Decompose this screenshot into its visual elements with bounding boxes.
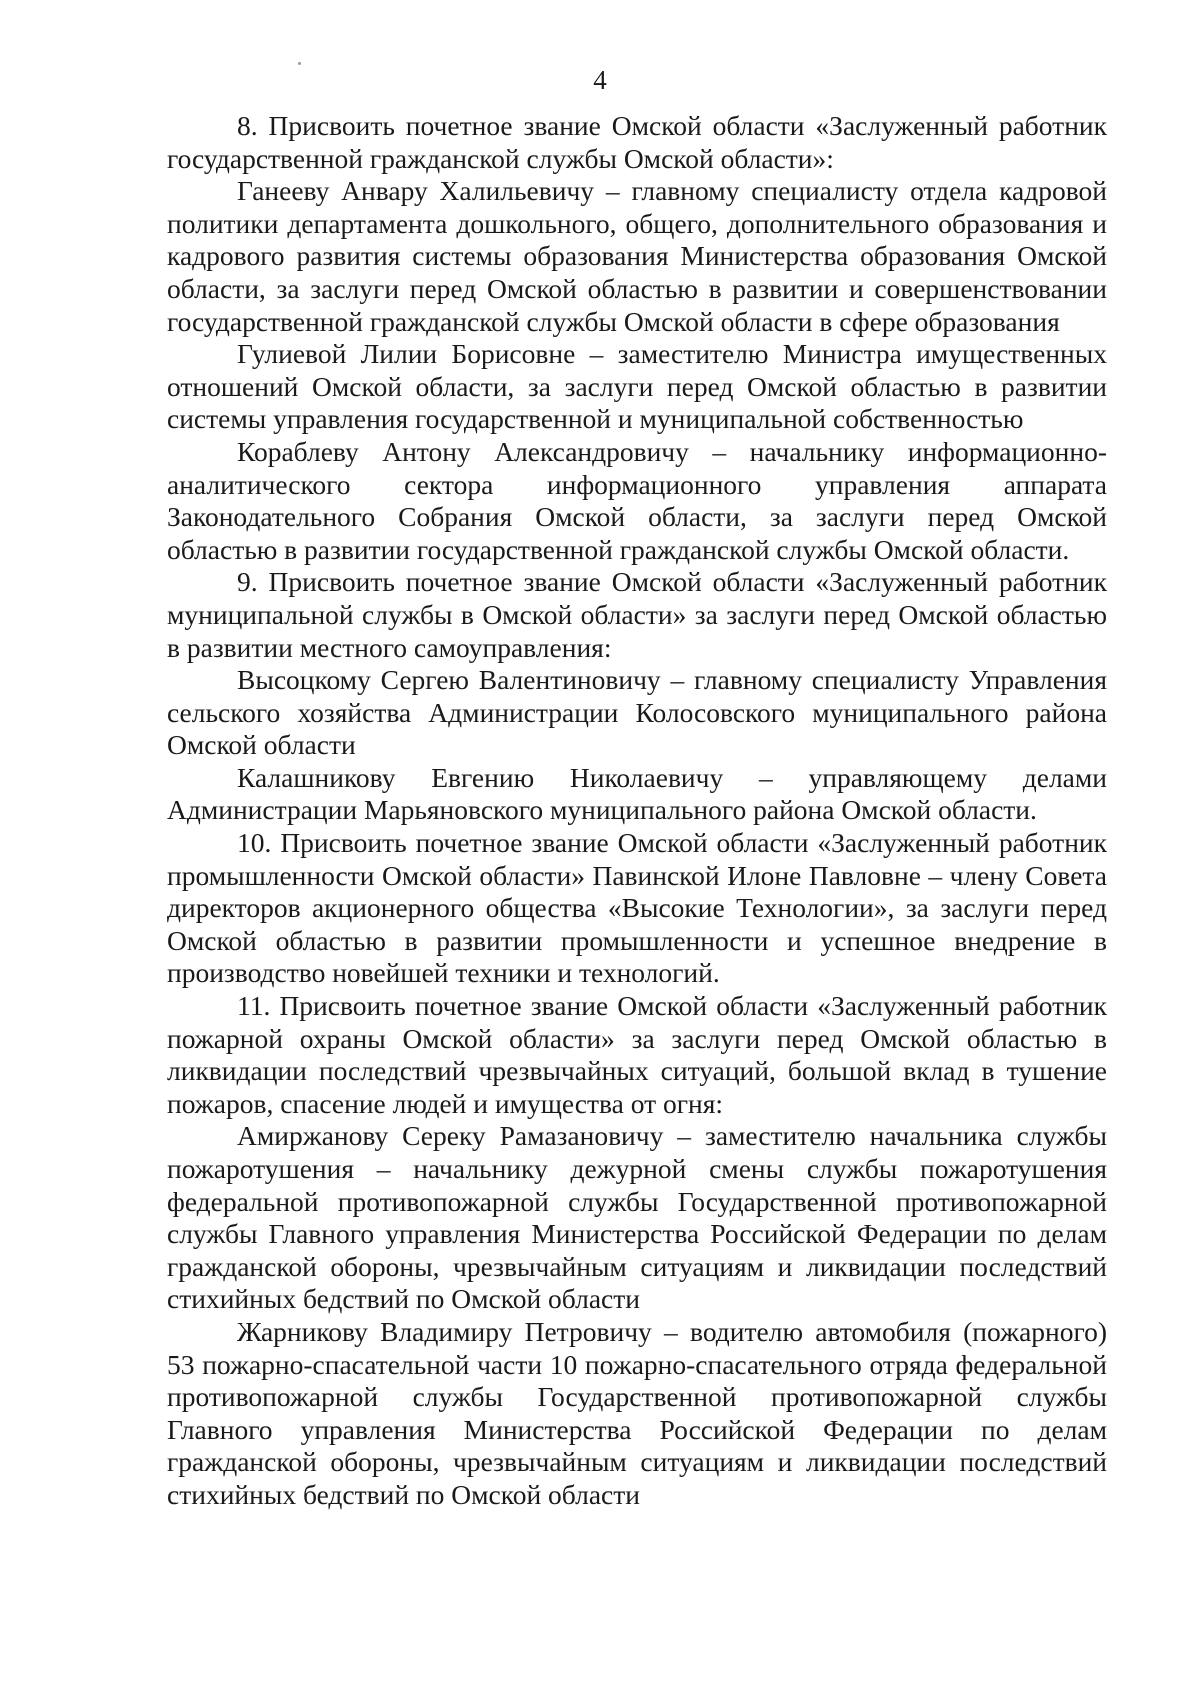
document-body: [167, 110, 1107, 1512]
paragraph-awardee-ganeev: Ганееву Анвару Халильевичу – главному специалисту отдела кадровой политики департамента дошкольного, общего, дополнительного образования и кадрового развития системы образования Министерства образования Омской области, за заслуги перед Омской областью в развитии и совершенствовании государственной гражданской службы Омской области в сфере образования: [167, 175, 1107, 337]
paragraph-awardee-zharnikov: Жарникову Владимиру Петровичу – водителю автомобиля (пожарного) 53 пожарно-спасательной части 10 пожарно-спасательного отряда федеральной противопожарной службы Государственной противопожарной службы Главного управления Министерства Российской Федерации по делам гражданской обороны, чрезвычайным ситуациям и ликвидации последствий стихийных бедствий по Омской области: [167, 1315, 1107, 1510]
paragraph-item-8: 8. Присвоить почетное звание Омской области «Заслуженный работник государственной гражданской службы Омской области»:: [167, 110, 1107, 174]
paragraph-item-11: 11. Присвоить почетное звание Омской области «Заслуженный работник пожарной охраны Омской области» за заслуги перед Омской областью в ликвидации последствий чрезвычайных ситуаций, большой вклад в тушение пожаров, спасение людей и имущества от огня:: [167, 990, 1107, 1119]
page-number: 4: [593, 65, 607, 95]
paragraph-awardee-kalashnikov: Калашникову Евгению Николаевичу – управляющему делами Администрации Марьяновского муниципального района Омской области.: [167, 761, 1107, 826]
paragraph-awardee-korablev: Кораблеву Антону Александровичу – начальнику информационно-аналитического сектора информационного управления аппарата Законодательного Собрания Омской области, за заслуги перед Омской областью в развитии государственной гражданской службы Омской области.: [167, 435, 1107, 565]
paragraph-awardee-vysotsky: Высоцкому Сергею Валентиновичу – главному специалисту Управления сельского хозяйства Администрации Колосовского муниципального района Омской области: [167, 664, 1107, 761]
paragraph-awardee-amirzhanov: Амиржанову Сереку Рамазановичу – заместителю начальника службы пожаротушения – начальнику дежурной смены службы пожаротушения федеральной противопожарной службы Государственной противопожарной службы Главного управления Министерства Российской Федерации по делам гражданской обороны, чрезвычайным ситуациям и ликвидации последствий стихийных бедствий по Омской области: [167, 1120, 1107, 1315]
paragraph-item-10: 10. Присвоить почетное звание Омской области «Заслуженный работник промышленности Омской области» Павинской Илоне Павловне – члену Совета директоров акционерного общества «Высокие Технологии», за заслуги перед Омской областью в развитии промышленности и успешное внедрение в производство новейшей техники и технологий.: [167, 827, 1107, 989]
paragraph-item-9: 9. Присвоить почетное звание Омской области «Заслуженный работник муниципальной службы в Омской области» за заслуги перед Омской областью в развитии местного самоуправления:: [167, 566, 1107, 663]
paragraph-awardee-gulieva: Гулиевой Лилии Борисовне – заместителю Министра имущественных отношений Омской области, за заслуги перед Омской областью в развитии системы управления государственной и муниципальной собственностью: [167, 338, 1107, 435]
